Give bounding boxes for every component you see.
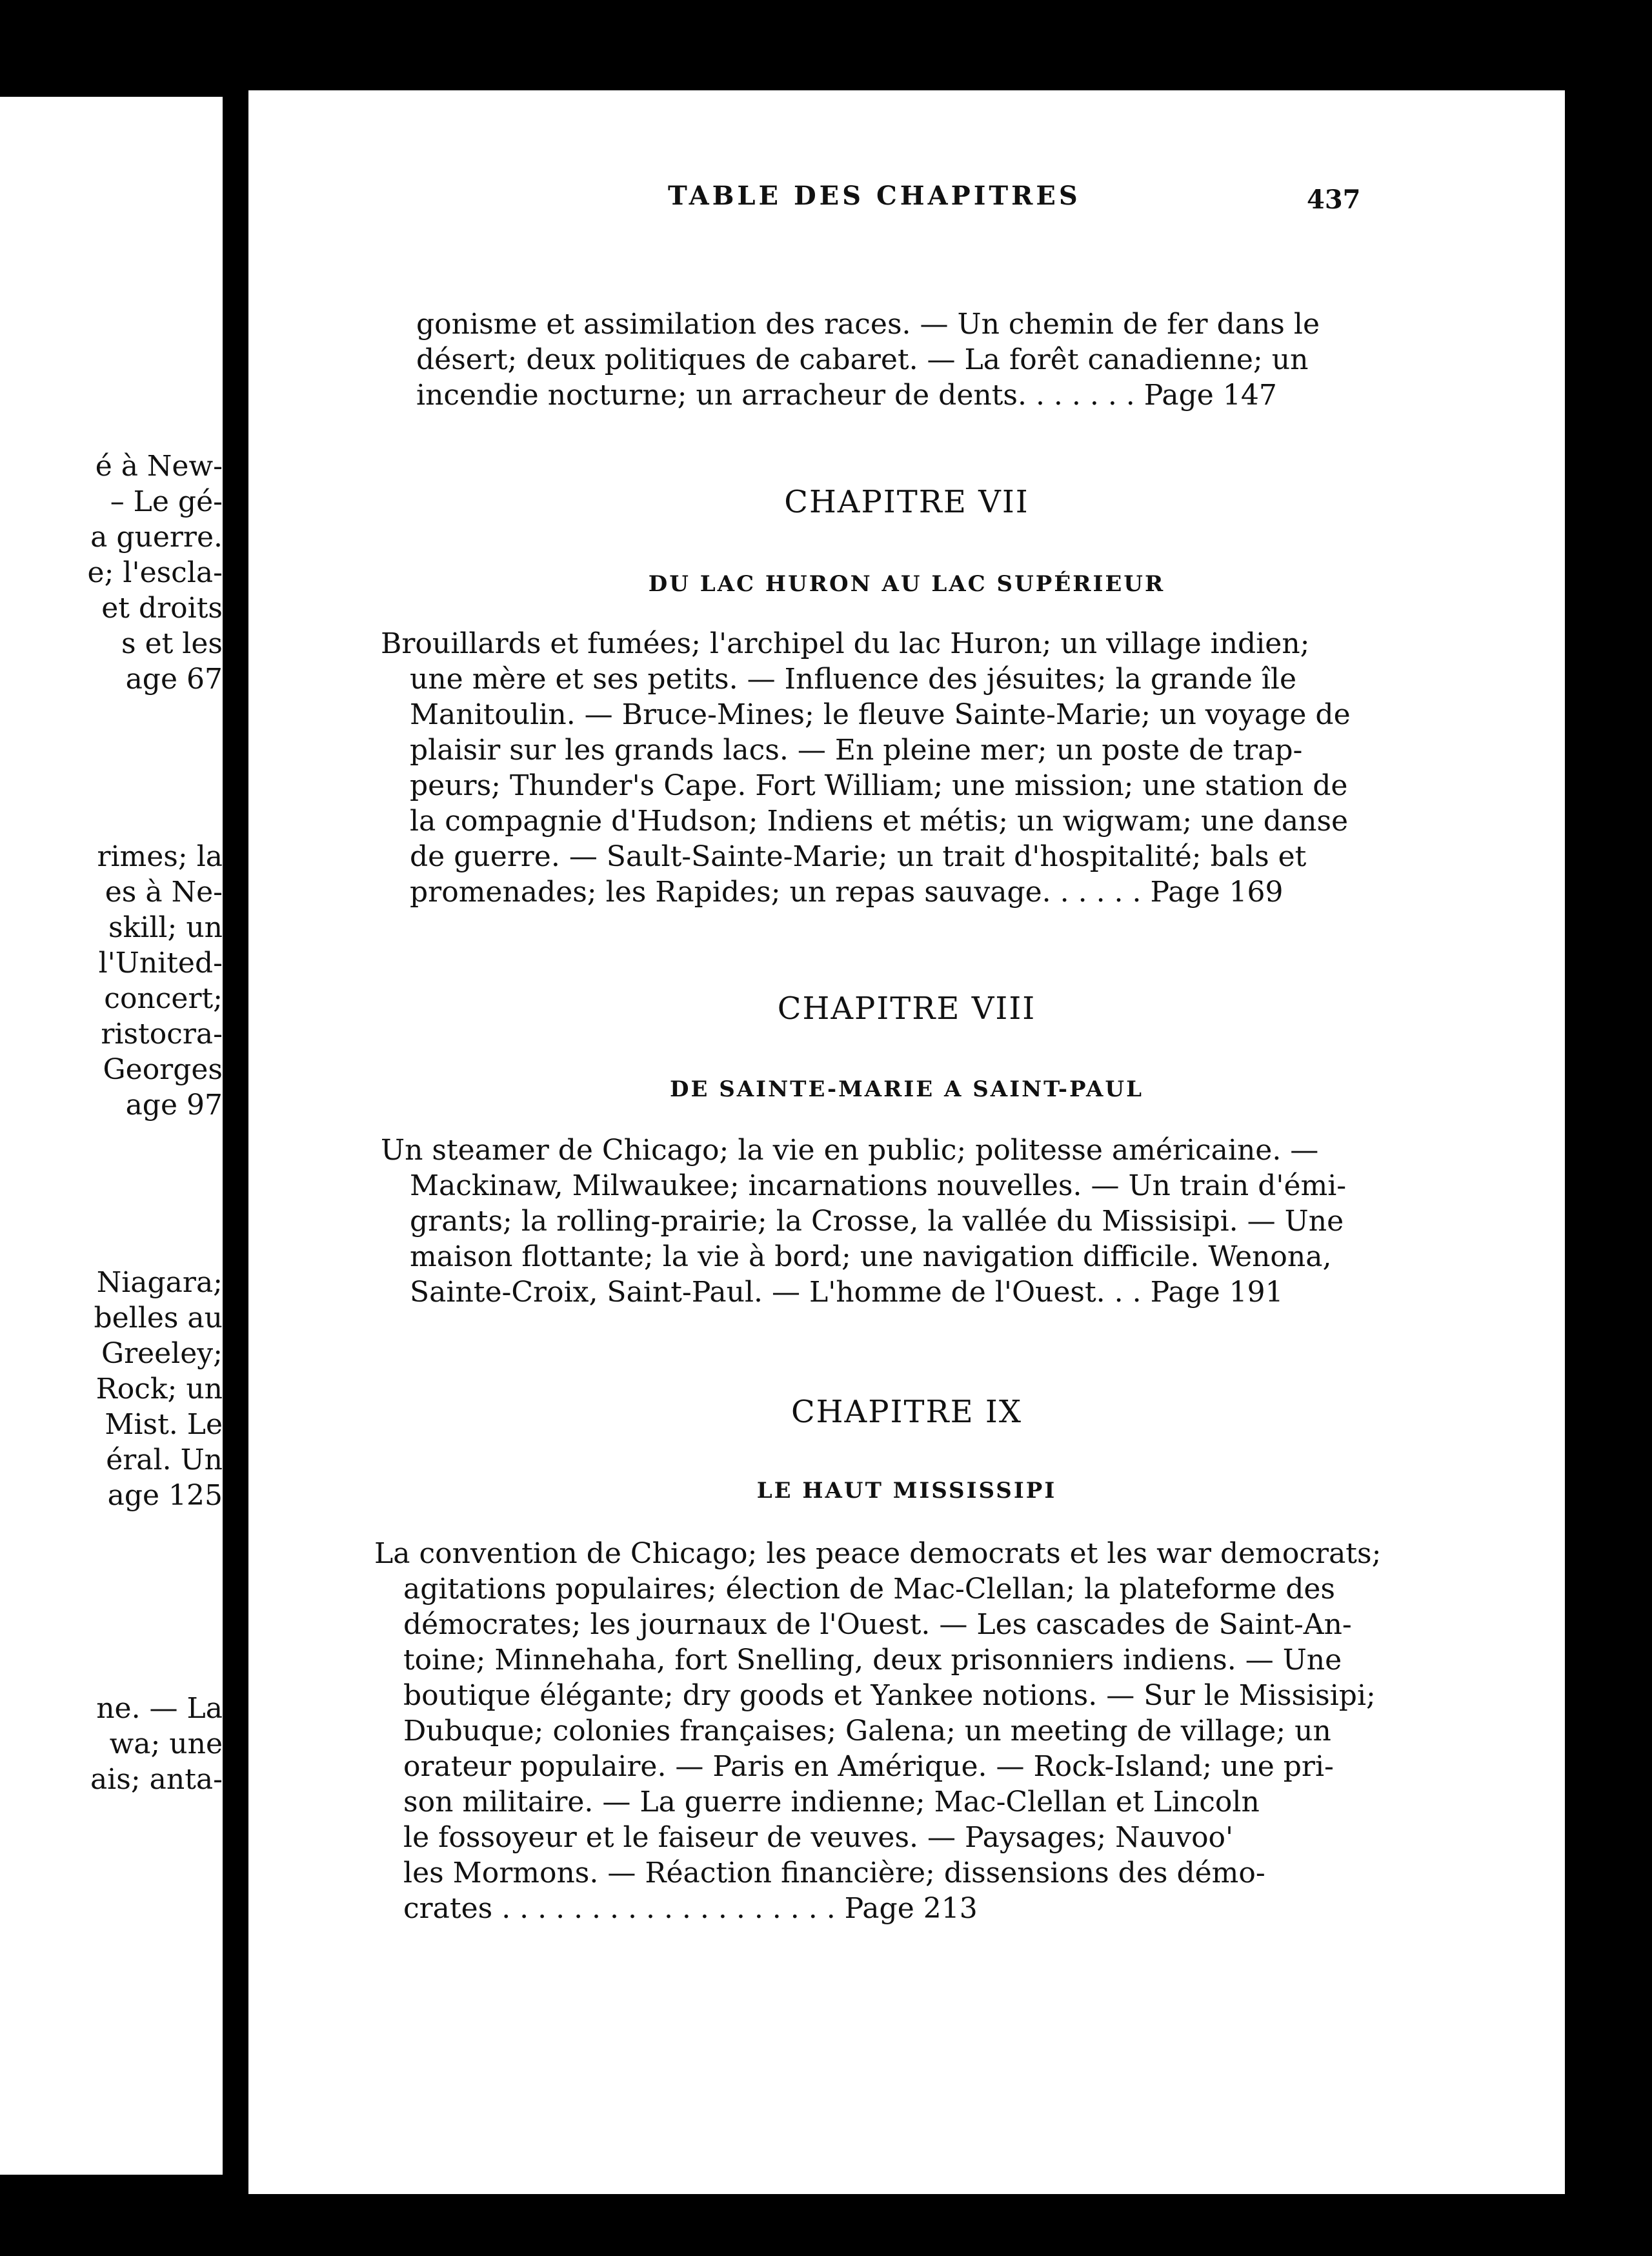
left-page-line: s et les <box>121 627 223 660</box>
left-page-line: skill; un <box>108 911 223 944</box>
summary-line: Manitoulin. — Bruce-Mines; le fleuve Sainte-Marie; un voyage de <box>410 698 1351 731</box>
left-page-line: ristocra- <box>101 1018 223 1051</box>
summary-line: agitations populaires; élection de Mac-Clellan; la plateforme des <box>403 1573 1336 1606</box>
summary-line: plaisir sur les grands lacs. — En pleine mer; un poste de trap- <box>410 734 1303 767</box>
summary-line: Sainte-Croix, Saint-Paul. — L'homme de l'Ouest. . . Page 191 <box>410 1276 1284 1309</box>
summary-line: crates . . . . . . . . . . . . . . . . . . . Page 213 <box>403 1892 978 1925</box>
left-page-line: et droits <box>101 592 223 625</box>
left-page-line: wa; une <box>109 1727 223 1760</box>
left-page-line: rimes; la <box>97 840 223 873</box>
left-page-line: éral. Un <box>106 1444 223 1476</box>
left-page-line: Niagara; <box>96 1266 223 1299</box>
summary-line: incendie nocturne; un arracheur de dents. . . . . . . Page 147 <box>416 379 1277 412</box>
running-title: TABLE DES CHAPITRES <box>668 181 1081 211</box>
summary-line: Dubuque; colonies françaises; Galena; un meeting de village; un <box>403 1715 1331 1747</box>
chapter-9-summary <box>374 1536 1382 1926</box>
summary-line: les Mormons. — Réaction financière; dissensions des démo- <box>403 1857 1265 1889</box>
left-page-line: Mist. Le <box>105 1408 223 1441</box>
chapter-8-summary <box>381 1133 1358 1310</box>
left-page-line: es à Ne- <box>105 876 223 909</box>
chapter-7-title: CHAPITRE VII <box>784 484 1029 520</box>
left-page-line: ne. — La <box>96 1692 223 1725</box>
summary-line: de guerre. — Sault-Sainte-Marie; un trait d'hospitalité; bals et <box>410 840 1307 873</box>
chapter-9-title: CHAPITRE IX <box>791 1394 1023 1430</box>
summary-line: Un steamer de Chicago; la vie en public; politesse américaine. — <box>381 1134 1319 1167</box>
summary-line: La convention de Chicago; les peace democrats et les war democrats; <box>374 1537 1382 1570</box>
left-page-line: concert; <box>104 982 223 1015</box>
summary-line: maison flottante; la vie à bord; une navigation difficile. Wenona, <box>410 1240 1332 1273</box>
summary-line: une mère et ses petits. — Influence des jésuites; la grande île <box>410 663 1297 696</box>
summary-line: démocrates; les journaux de l'Ouest. — Les cascades de Saint-An- <box>403 1608 1352 1641</box>
left-page-line: age 97 <box>125 1089 223 1122</box>
summary-line: gonisme et assimilation des races. — Un chemin de fer dans le <box>416 308 1320 341</box>
summary-line: son militaire. — La guerre indienne; Mac-Clellan et Lincoln <box>403 1786 1260 1818</box>
summary-line: peurs; Thunder's Cape. Fort William; une mission; une station de <box>410 769 1348 802</box>
left-page-line: e; l'escla- <box>87 556 223 589</box>
right-page <box>248 90 1565 2194</box>
left-page-line: age 125 <box>107 1479 223 1512</box>
left-page-line: ais; anta- <box>90 1763 223 1796</box>
left-page-fragment <box>0 97 223 2175</box>
left-page-line: a guerre. <box>90 521 223 554</box>
summary-line: Brouillards et fumées; l'archipel du lac Huron; un village indien; <box>381 627 1310 660</box>
left-page-line: Greeley; <box>101 1337 223 1370</box>
left-page-line: – Le gé- <box>110 485 223 518</box>
left-page-line: belles au <box>94 1302 223 1334</box>
summary-line: toine; Minnehaha, fort Snelling, deux prisonniers indiens. — Une <box>403 1644 1342 1677</box>
chapter-7-summary <box>381 626 1358 910</box>
summary-line: orateur populaire. — Paris en Amérique. — Rock-Island; une pri- <box>403 1750 1334 1783</box>
left-page-line: age 67 <box>125 663 223 696</box>
chapter-8-title: CHAPITRE VIII <box>777 991 1036 1027</box>
chapter-8-subtitle: DE SAINTE-MARIE A SAINT-PAUL <box>670 1076 1143 1102</box>
summary-line: le fossoyeur et le faiseur de veuves. — Paysages; Nauvoo' <box>403 1821 1234 1854</box>
summary-line: promenades; les Rapides; un repas sauvage. . . . . . Page 169 <box>410 876 1284 909</box>
page-number: 437 <box>1307 185 1361 215</box>
summary-line: la compagnie d'Hudson; Indiens et métis; un wigwam; une danse <box>410 805 1349 838</box>
summary-line: Mackinaw, Milwaukee; incarnations nouvelles. — Un train d'émi- <box>410 1169 1347 1202</box>
left-page-line: l'United- <box>98 947 223 980</box>
chapter-9-subtitle: LE HAUT MISSISSIPI <box>756 1478 1057 1504</box>
summary-line: grants; la rolling-prairie; la Crosse, la vallée du Missisipi. — Une <box>410 1205 1344 1238</box>
summary-line: boutique élégante; dry goods et Yankee notions. — Sur le Missisipi; <box>403 1679 1376 1712</box>
left-page-line: Rock; un <box>96 1373 223 1405</box>
left-page-line: é à New- <box>95 450 223 483</box>
summary-line: désert; deux politiques de cabaret. — La forêt canadienne; un <box>416 343 1309 376</box>
continuation-paragraph <box>416 307 1358 413</box>
left-page-line: Georges <box>103 1053 223 1086</box>
chapter-7-subtitle: DU LAC HURON AU LAC SUPÉRIEUR <box>648 571 1165 597</box>
